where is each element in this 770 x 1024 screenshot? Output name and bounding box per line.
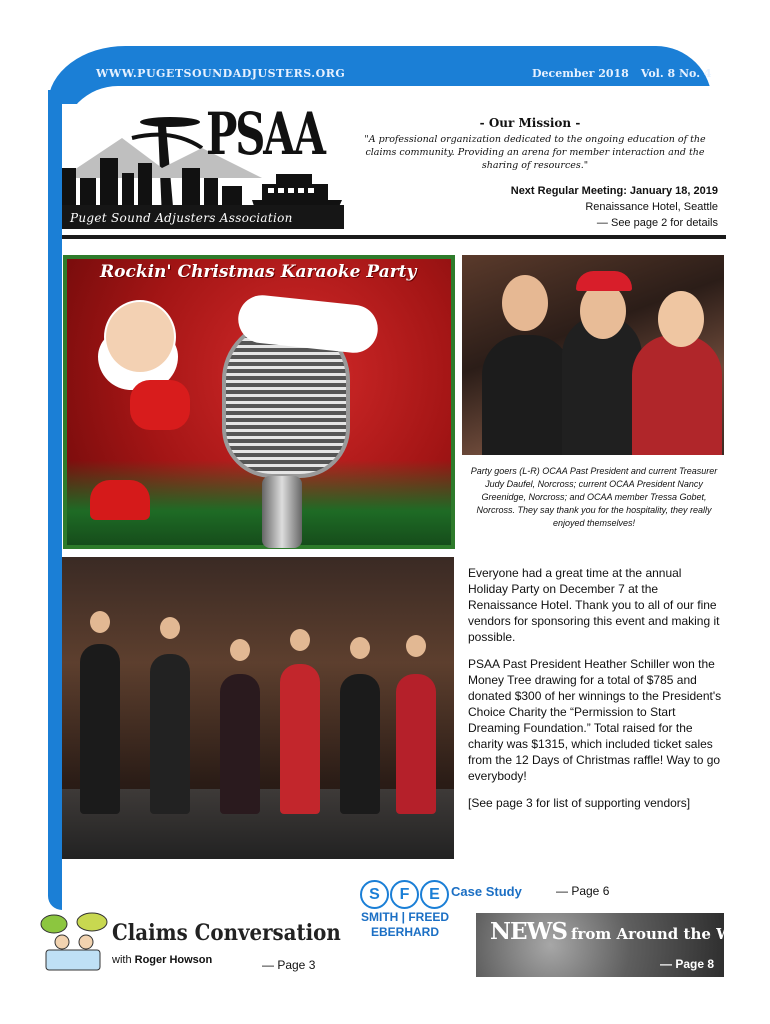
- claims-page: — Page 3: [262, 958, 316, 972]
- claims-cartoon-icon: [40, 912, 110, 978]
- meeting-venue: Renaissance Hotel, Seattle: [585, 201, 718, 213]
- issue-date: December 2018: [532, 67, 629, 80]
- photo-caption: Party goers (L-R) OCAA Past President and current Treasurer Judy Daufel, Norcross; current OCAA President Nancy Greenidge, Norcross; and OCAA member Tressa Gobet, Norcross. They say thank you for the hospitality, they really enjoyed themselves!: [470, 466, 718, 528]
- article-paragraph-3: [See page 3 for list of supporting vendors]: [468, 796, 691, 810]
- santa-body: [130, 380, 190, 430]
- left-border-band: [48, 90, 62, 910]
- issue-volume: Vol. 8 No. 4: [640, 67, 712, 80]
- party-goers-photo: [462, 255, 724, 455]
- news-page: — Page 8: [660, 957, 715, 971]
- sfe-letter-s: S: [360, 880, 389, 909]
- website-url[interactable]: WWW.PUGETSOUNDADJUSTERS.ORG: [96, 67, 346, 80]
- next-meeting: [511, 183, 718, 231]
- issue-info: [532, 67, 712, 80]
- header-divider: [62, 235, 726, 239]
- sfe-letter-e: E: [420, 880, 449, 909]
- logo-acronym: PSAA: [206, 100, 324, 168]
- article-paragraph-1: Everyone had a great time at the annual Holiday Party on December 7 at the Renaissance Hotel. Thank you to all of our fine vendors for sponsoring this event and making it possible.: [468, 566, 720, 644]
- case-study-page: — Page 6: [556, 884, 610, 898]
- sfe-letter-f: F: [390, 880, 419, 909]
- microphone-stem: [262, 476, 302, 548]
- mission-statement: "A professional organization dedicated to the ongoing education of the claims community. Providing an arena for member interaction and the sharing of resources.": [364, 134, 706, 171]
- claims-conversation-title[interactable]: Claims Conversation: [112, 920, 341, 946]
- sfe-firm-name: SMITH | FREED EBERHARD: [360, 910, 450, 939]
- meeting-see-page: — See page 2 for details: [596, 217, 718, 229]
- santa-face: [104, 300, 176, 374]
- article-body: [468, 565, 724, 822]
- karaoke-title: Rockin' Christmas Karaoke Party: [100, 262, 417, 282]
- logo-name: Puget Sound Adjusters Association: [70, 211, 293, 225]
- sfe-logo: [360, 880, 450, 909]
- red-bow: [90, 480, 150, 520]
- article-paragraph-2: PSAA Past President Heather Schiller won the Money Tree drawing for a total of $785 and donated $300 of her winnings to the President's Choice Charity the “Permission to Start Dreaming Foundation.” Total raised for the charity was $1315, which included ticket sales from the 12 Days of Christmas raffle! Way to go everybody!: [468, 657, 722, 783]
- case-study-link[interactable]: Case Study: [451, 884, 522, 899]
- news-title: NEWS from Around the Web: [490, 918, 752, 945]
- claims-byline: with Roger Howson: [112, 954, 213, 966]
- mission-heading: - Our Mission -: [479, 116, 581, 130]
- karaoke-singers-photo: [62, 557, 454, 859]
- meeting-headline: Next Regular Meeting: January 18, 2019: [510, 185, 718, 197]
